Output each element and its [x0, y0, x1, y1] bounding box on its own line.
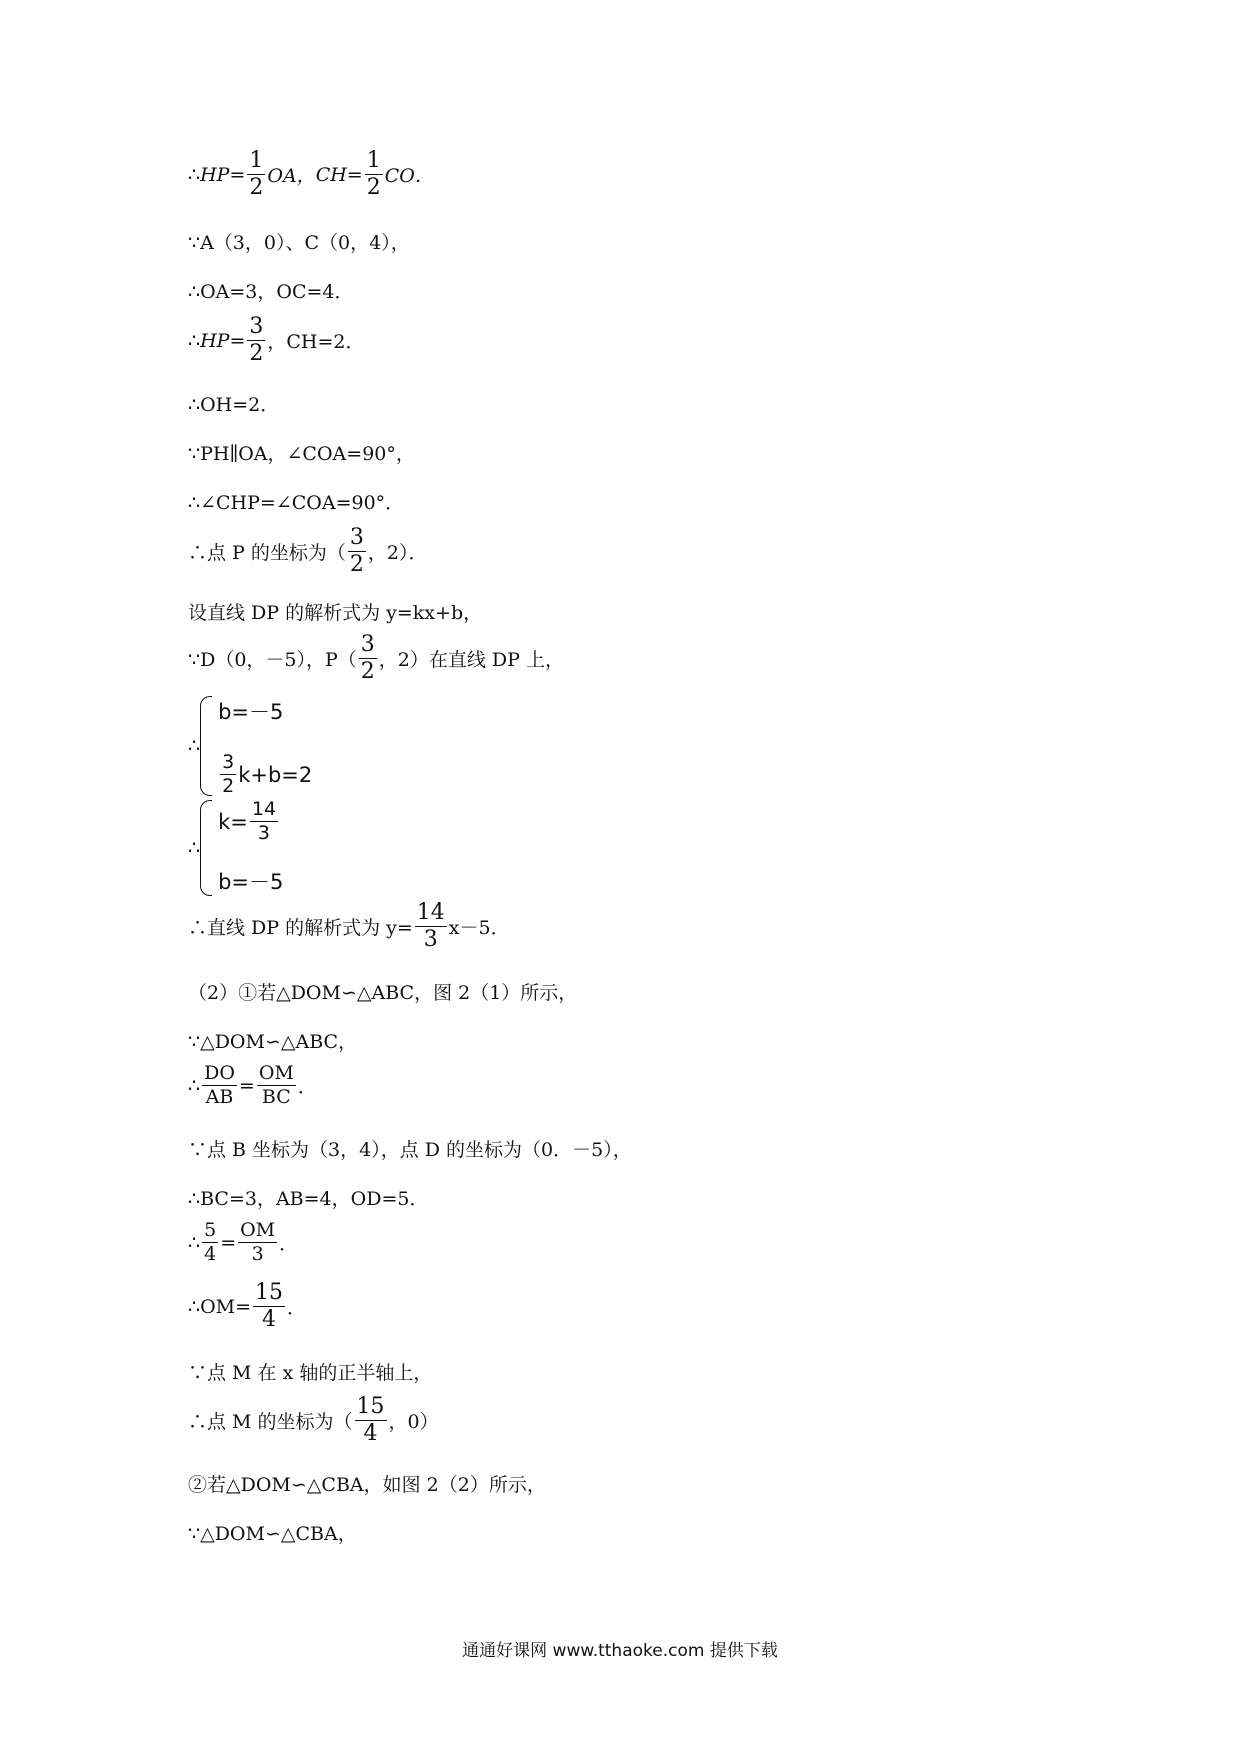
line-9: 设直线 DP 的解析式为 y=kx+b，: [188, 602, 483, 624]
line-6: ∵PH∥OA，∠COA=90°，: [188, 443, 415, 465]
line-13: ∴直线 DP 的解析式为 y= $\frac{14}{3}$ x－5．: [188, 900, 510, 952]
line-10: ∵D（0，－5），P（ $\frac{3}{2}$ ，2）在直线 DP 上，: [188, 632, 564, 684]
line-7: ∴∠CHP=∠COA=90°．: [188, 492, 405, 514]
fraction: $\frac{14}{3}$: [251, 798, 277, 844]
fraction: $\frac{OM}{3}$: [240, 1219, 276, 1265]
line-22: ∴点 M 的坐标为（ $\frac{15}{4}$ ，0）: [188, 1394, 439, 1446]
fraction: $\frac{3}{2}$: [349, 525, 364, 577]
fraction: $\frac{3}{2}$: [222, 751, 235, 797]
line-2: ∵A（3，0）、C（0，4），: [188, 232, 410, 254]
fraction: $\frac{1}{2}$: [249, 148, 264, 200]
line-12-system: ∴ k= $\frac{14}{3}$ b=－5: [188, 798, 284, 894]
fraction: $\frac{1}{2}$: [366, 148, 381, 200]
fraction: $\frac{3}{2}$: [249, 314, 264, 366]
left-brace: [200, 696, 212, 796]
line-16: ∴ $\frac{DO}{AB}$ = $\frac{OM}{BC}$ ．: [188, 1062, 317, 1108]
equation-system: b=－5 $\frac{3}{2}$ k+b=2: [200, 696, 312, 796]
line-1: ∴ HP= $\frac{1}{2}$ OA， CH= $\frac{1}{2}$ CO．: [188, 148, 434, 200]
equation-system: k= $\frac{14}{3}$ b=－5: [200, 800, 283, 896]
line-24: ∵△DOM∽△CBA，: [188, 1523, 357, 1545]
fraction: $\frac{5}{4}$: [204, 1219, 217, 1265]
line-19: ∴ $\frac{5}{4}$ = $\frac{OM}{3}$ ．: [188, 1219, 299, 1265]
line-8: ∴点 P 的坐标为（ $\frac{3}{2}$ ，2）．: [188, 525, 428, 577]
line-18: ∴BC=3，AB=4，OD=5．: [188, 1188, 429, 1210]
fraction: $\frac{15}{4}$: [356, 1394, 385, 1446]
fraction: $\frac{3}{2}$: [360, 632, 375, 684]
page-footer: 通通好课网 www.tthaoke.com 提供下载: [462, 1641, 778, 1661]
line-14: （2）①若△DOM∽△ABC，图 2（1）所示，: [188, 982, 578, 1004]
line-21: ∵点 M 在 x 轴的正半轴上，: [188, 1362, 433, 1384]
left-brace: [200, 800, 212, 896]
fraction: $\frac{OM}{BC}$: [258, 1062, 294, 1108]
fraction: $\frac{15}{4}$: [255, 1280, 284, 1332]
line-23: ②若△DOM∽△CBA，如图 2（2）所示，: [188, 1474, 546, 1496]
fraction: $\frac{DO}{AB}$: [204, 1062, 235, 1108]
line-4: ∴ HP= $\frac{3}{2}$ ，CH=2．: [188, 314, 365, 366]
line-3: ∴OA=3，OC=4．: [188, 281, 354, 303]
line-20: ∴OM= $\frac{15}{4}$ ．: [188, 1280, 307, 1332]
line-17: ∵点 B 坐标为（3，4），点 D 的坐标为（0．－5），: [188, 1139, 632, 1161]
line-11-system: ∴ b=－5 $\frac{3}{2}$ k+b=2: [188, 696, 312, 796]
line-5: ∴OH=2．: [188, 394, 280, 416]
line-15: ∵△DOM∽△ABC，: [188, 1031, 358, 1053]
fraction: $\frac{14}{3}$: [416, 900, 445, 952]
